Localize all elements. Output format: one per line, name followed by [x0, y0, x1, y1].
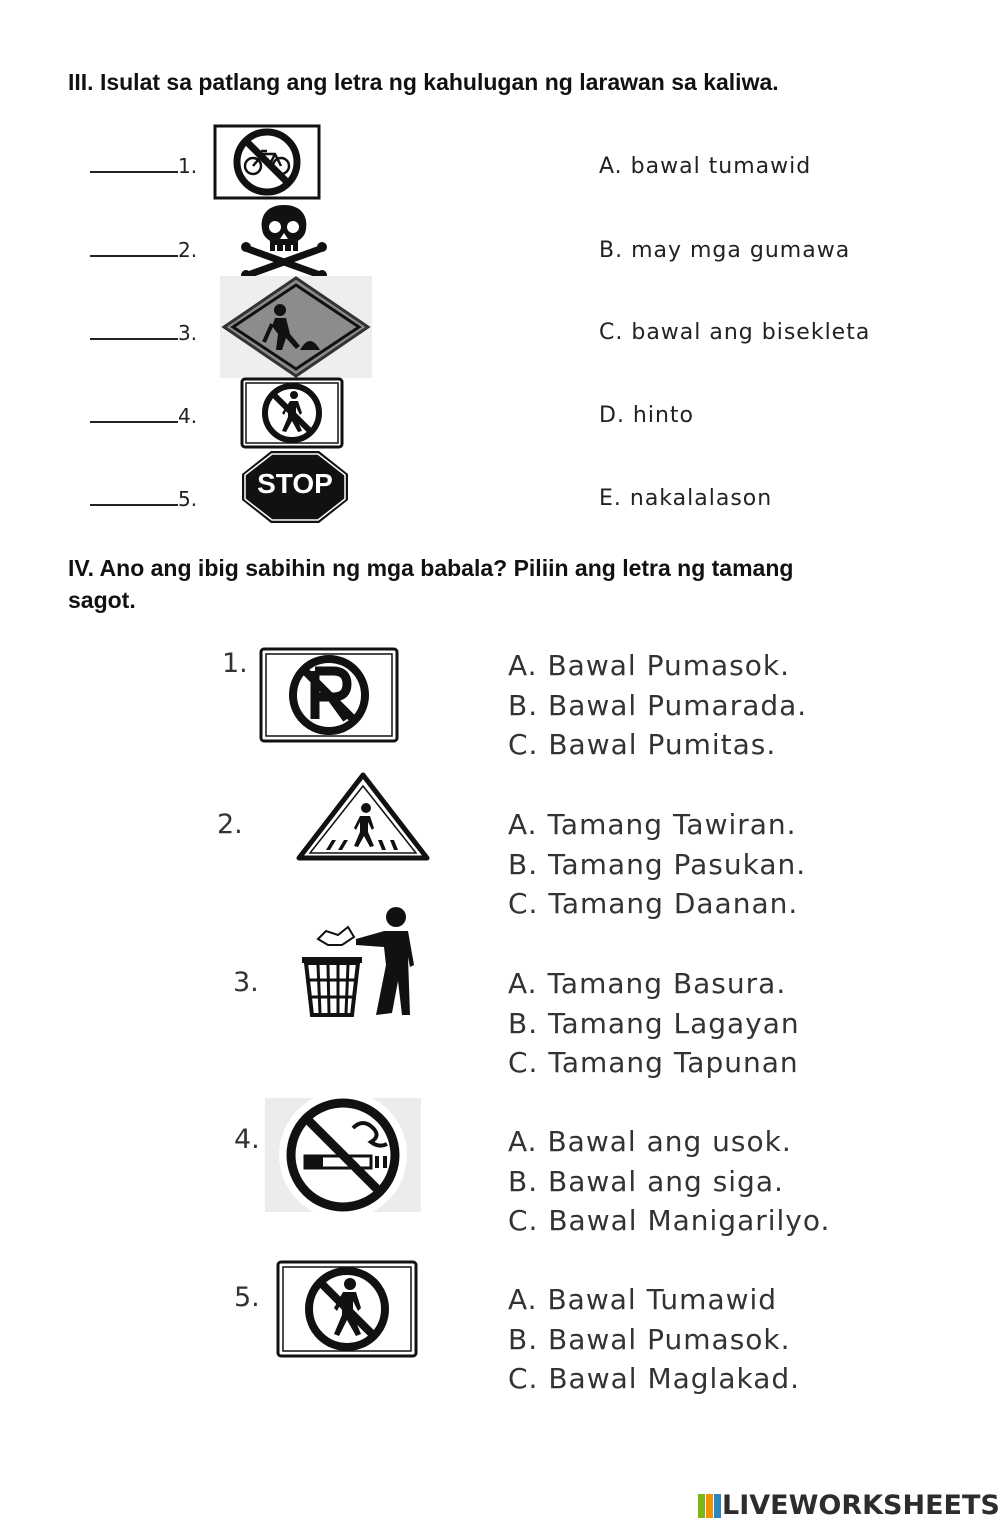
option-b[interactable]: B. Tamang Lagayan [508, 1006, 800, 1040]
option-a[interactable]: A. Tamang Tawiran. [508, 808, 797, 841]
question-1-options [508, 646, 807, 765]
section-4-title-line2: sagot. [68, 587, 136, 613]
choice-e: E. nakalalason [599, 486, 773, 511]
item-number: 2. [178, 238, 198, 262]
no-smoking-sign-icon [265, 1098, 421, 1212]
no-bicycle-sign-icon [213, 124, 321, 200]
item-number: 1. [178, 154, 198, 178]
option-a[interactable]: A. Bawal Pumasok. [508, 649, 790, 682]
question-number-2: 2. [217, 809, 243, 840]
item-number: 3. [178, 321, 198, 345]
option-c[interactable]: C. Bawal Pumitas. [508, 728, 777, 761]
option-c[interactable]: C. Bawal Maglakad. [508, 1362, 801, 1395]
question-4-options [508, 1122, 830, 1241]
option-a[interactable]: A. Bawal ang usok. [508, 1125, 792, 1158]
no-parking-sign-icon [259, 647, 399, 743]
question-5-options [508, 1280, 800, 1399]
trash-bin-sign-icon [298, 905, 424, 1017]
logo-text: LIVEWORKSHEETS [722, 1490, 1000, 1521]
skull-crossbones-icon [238, 203, 330, 279]
option-b[interactable]: B. Bawal Pumasok. [508, 1322, 791, 1356]
choice-d: D. hinto [599, 403, 695, 428]
choice-a: A. bawal tumawid [599, 154, 812, 179]
item-number: 5. [178, 487, 198, 511]
option-b[interactable]: B. Tamang Pasukan. [508, 847, 807, 881]
pedestrian-crossing-sign-icon [296, 772, 430, 862]
section-3-title: III. Isulat sa patlang ang letra ng kahulugan ng larawan sa kaliwa. [68, 69, 779, 95]
stop-sign-text: STOP [257, 468, 333, 499]
answer-blank-5[interactable] [90, 487, 197, 511]
stop-sign-icon [241, 450, 349, 524]
option-c[interactable]: C. Bawal Manigarilyo. [508, 1204, 831, 1237]
question-number-5: 5. [234, 1282, 260, 1313]
option-c[interactable]: C. Tamang Tapunan [508, 1046, 799, 1079]
question-number-4: 4. [234, 1124, 260, 1155]
choice-c: C. bawal ang bisekleta [599, 320, 871, 345]
option-b[interactable]: B. Bawal Pumarada. [508, 688, 808, 722]
answer-blank-3[interactable] [90, 321, 197, 345]
answer-blank-2[interactable] [90, 238, 197, 262]
choice-b: B. may mga gumawa [599, 238, 851, 263]
question-2-options [508, 805, 806, 924]
no-pedestrian-sign-icon [276, 1260, 418, 1358]
question-3-options [508, 964, 800, 1083]
option-b[interactable]: B. Bawal ang siga. [508, 1164, 784, 1198]
no-pedestrian-sign-icon [240, 377, 344, 449]
answer-blank-4[interactable] [90, 404, 197, 428]
question-number-3: 3. [233, 967, 259, 998]
option-c[interactable]: C. Tamang Daanan. [508, 887, 799, 920]
section-4-title [68, 552, 793, 616]
question-number-1: 1. [222, 648, 248, 679]
section-4-title-line1: IV. Ano ang ibig sabihin ng mga babala? Piliin ang letra ng tamang [68, 555, 794, 581]
option-a[interactable]: A. Tamang Basura. [508, 967, 787, 1000]
item-number: 4. [178, 404, 198, 428]
liveworksheets-logo-icon [698, 1494, 722, 1518]
answer-blank-1[interactable] [90, 154, 197, 178]
men-at-work-sign-icon [220, 276, 372, 378]
liveworksheets-logo[interactable] [698, 1490, 1000, 1521]
option-a[interactable]: A. Bawal Tumawid [508, 1283, 778, 1316]
